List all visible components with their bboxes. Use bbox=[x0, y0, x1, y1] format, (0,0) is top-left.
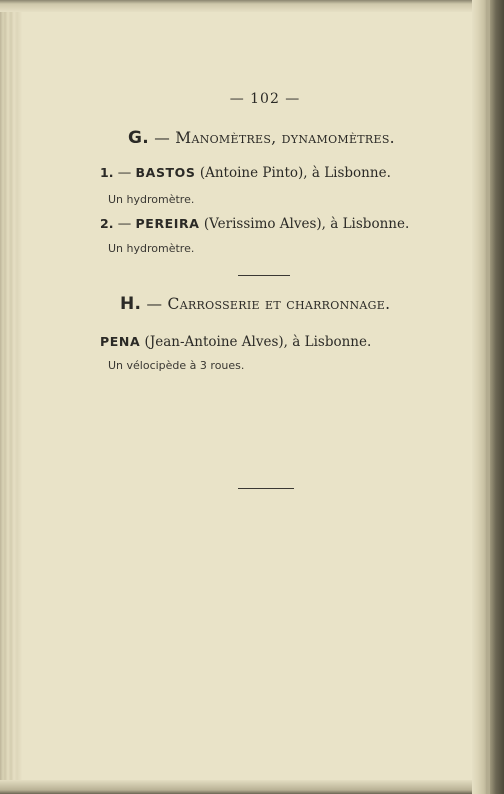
list-item: 1. — BASTOS (Antoine Pinto), à Lisbonne. bbox=[100, 165, 391, 181]
exhibitor-name: BASTOS bbox=[135, 165, 196, 180]
item-description: Un vélocipède à 3 roues. bbox=[108, 359, 245, 372]
exhibitor-name: PENA bbox=[100, 334, 141, 349]
divider bbox=[238, 275, 290, 276]
section-title: — Manomètres, dynamomètres. bbox=[154, 129, 395, 147]
item-description: Un hydromètre. bbox=[108, 193, 195, 206]
exhibitor-name: PEREIRA bbox=[135, 216, 200, 231]
exhibitor-details: (Jean-Antoine Alves), à Lisbonne. bbox=[144, 334, 372, 350]
section-heading-g bbox=[128, 128, 395, 148]
list-item bbox=[100, 334, 371, 350]
divider bbox=[238, 488, 294, 489]
list-item: 2. — PEREIRA (Verissimo Alves), à Lisbonne. bbox=[100, 216, 410, 232]
exhibitor-details: (Antoine Pinto), à Lisbonne. bbox=[199, 165, 391, 181]
page-number: — 102 — bbox=[229, 91, 301, 107]
section-letter: G. bbox=[128, 128, 150, 148]
item-description: Un hydromètre. bbox=[108, 242, 195, 255]
section-letter: H. bbox=[120, 294, 142, 314]
exhibitor-details: (Verissimo Alves), à Lisbonne. bbox=[203, 216, 410, 232]
section-heading-h bbox=[120, 294, 390, 314]
page-edge-right bbox=[472, 0, 504, 794]
section-title: — Carrosserie et charronnage. bbox=[146, 295, 391, 313]
